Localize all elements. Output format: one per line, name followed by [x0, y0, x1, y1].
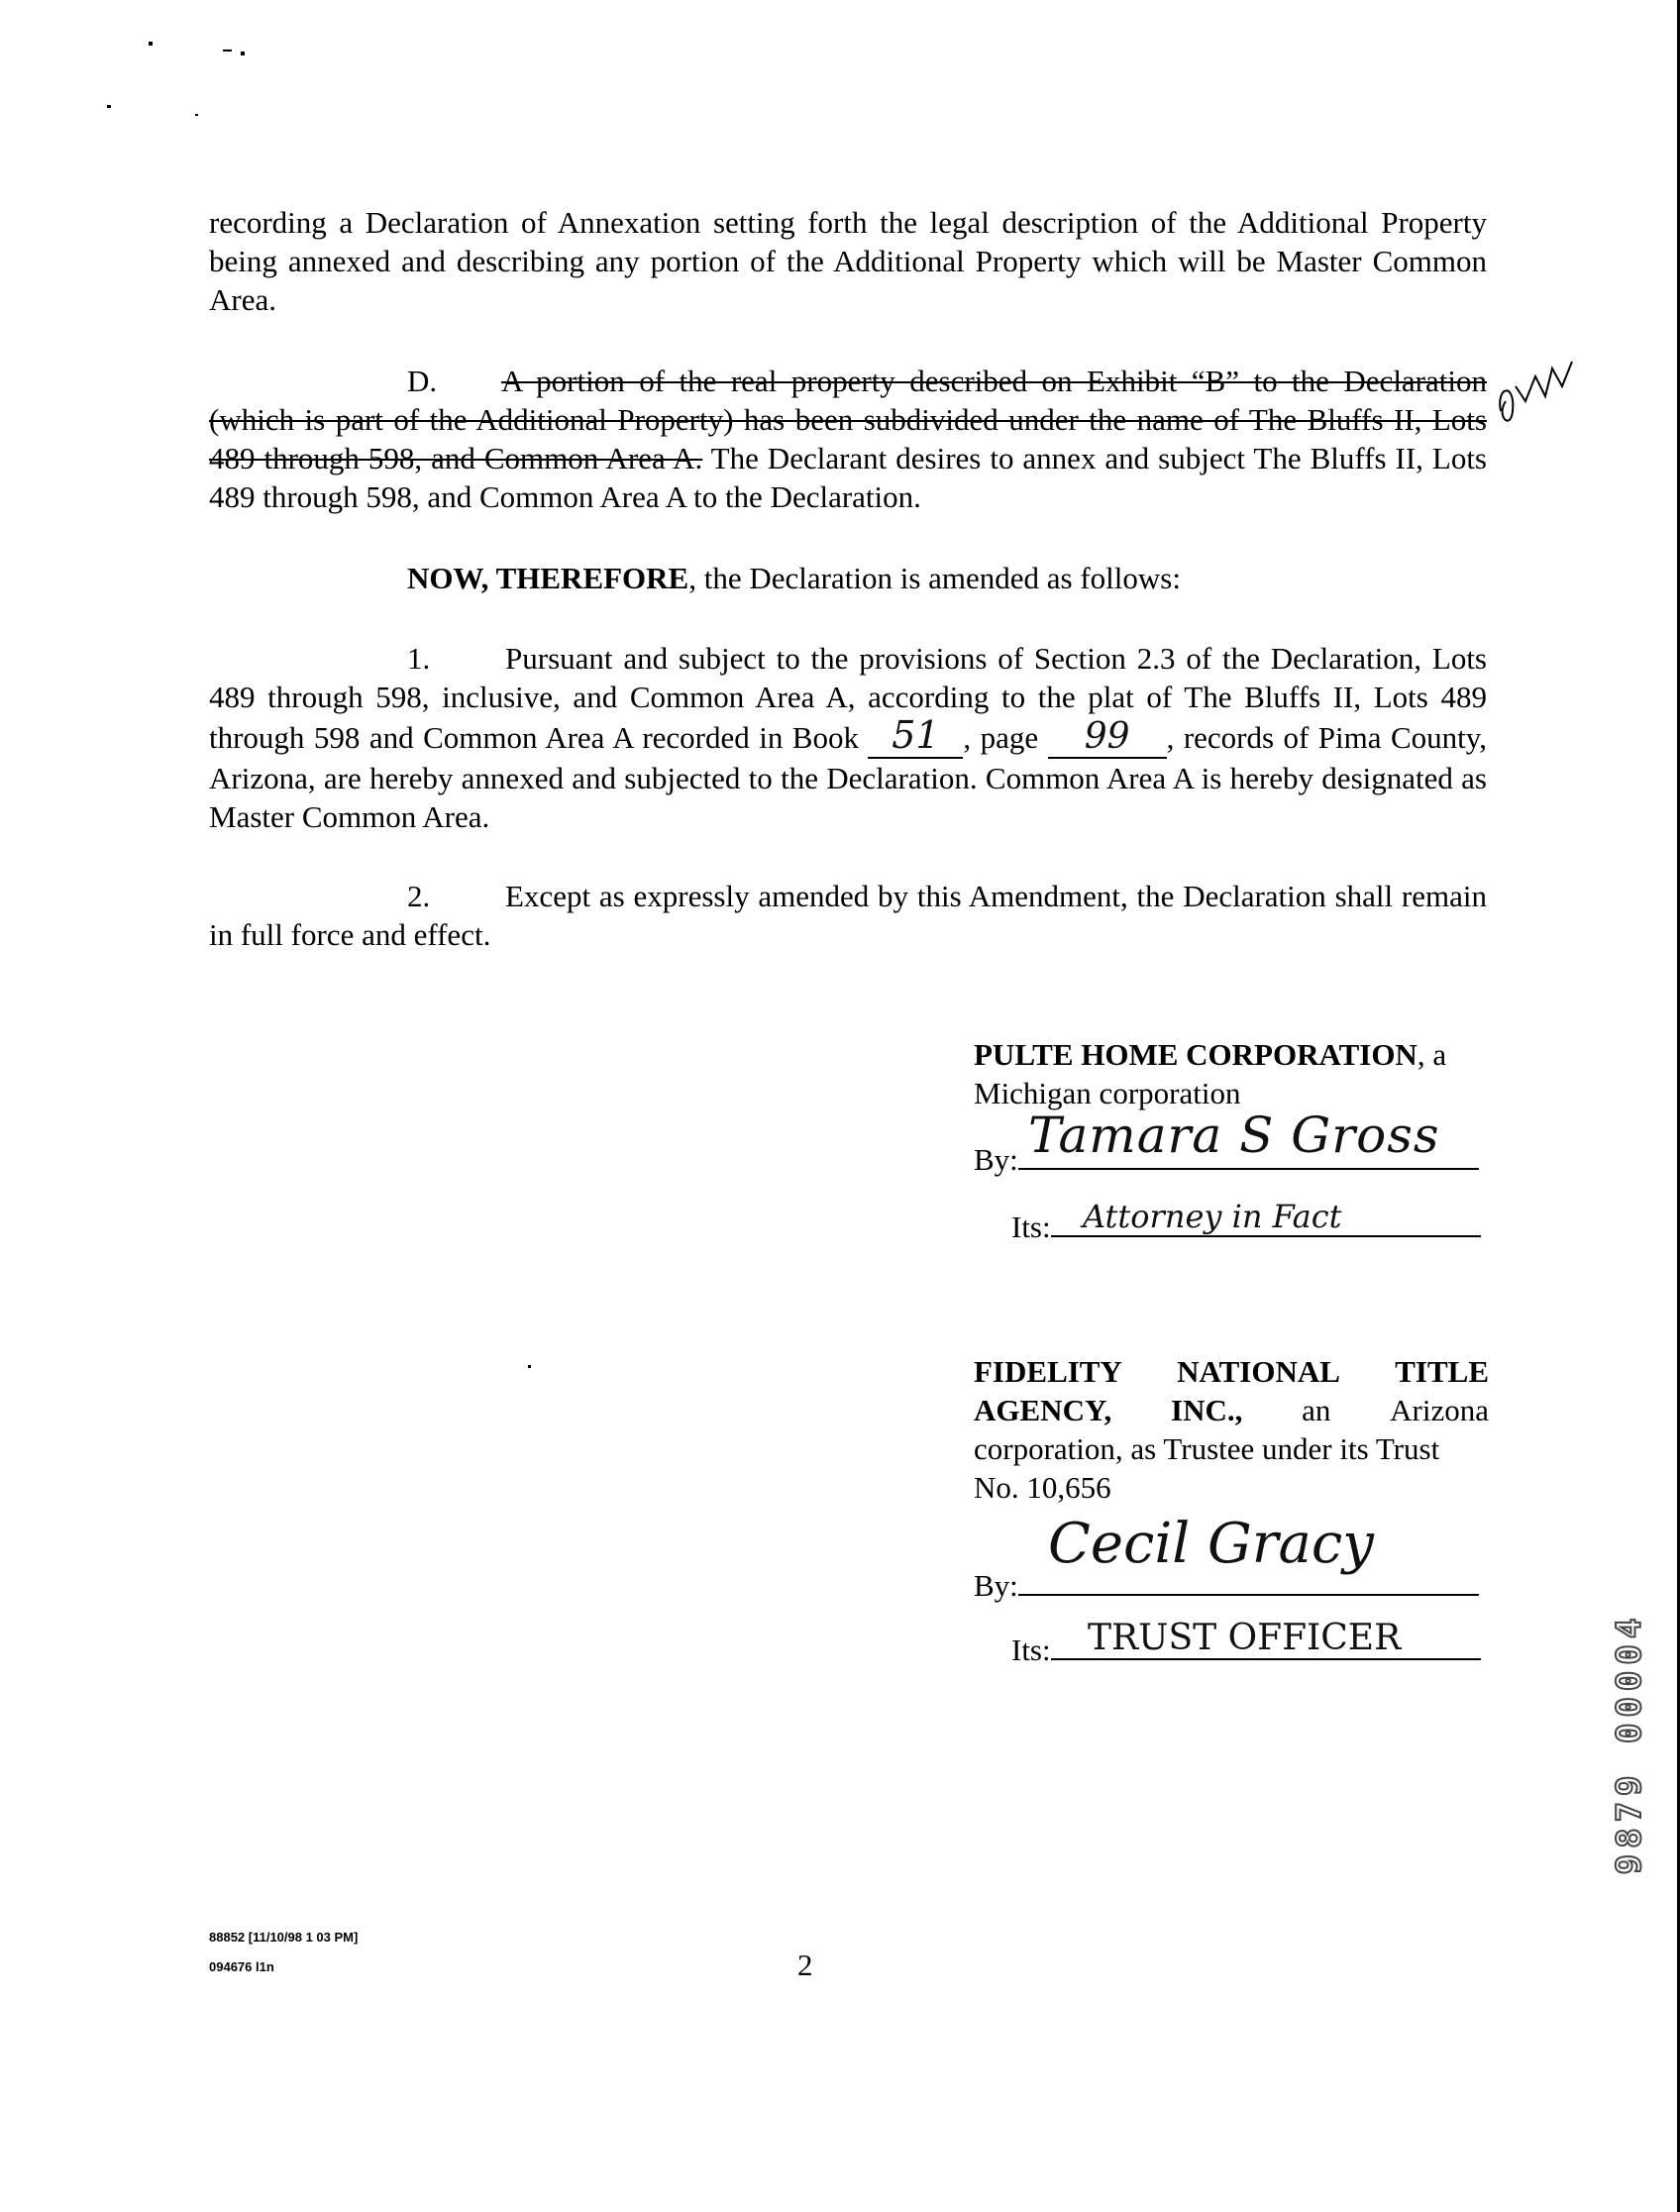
scan-speck	[223, 50, 232, 52]
intro-paragraph	[209, 203, 1487, 319]
intro-text: recording a Declaration of Annexation setting forth the legal description of the Additional Property being annexed and describing any portion of the Additional Property which will be Master Common Area.	[209, 205, 1487, 317]
pulte-company-line	[974, 1035, 1489, 1074]
fidelity-word: an	[1302, 1393, 1331, 1427]
pulte-by-line	[974, 1106, 1489, 1179]
item-1-text-b: , page	[963, 720, 1048, 755]
fidelity-word: NATIONAL	[1177, 1354, 1340, 1389]
scan-speck	[107, 105, 111, 108]
fidelity-word: AGENCY,	[974, 1393, 1112, 1427]
pulte-company-suffix: , a	[1417, 1037, 1447, 1072]
initials-handwritten	[1491, 357, 1580, 436]
pulte-company-name: PULTE HOME CORPORATION	[974, 1037, 1418, 1072]
item-1-number: 1.	[407, 641, 431, 676]
pulte-by-label: By:	[974, 1142, 1018, 1177]
pulte-its-line	[974, 1198, 1489, 1246]
scan-speck	[528, 1365, 531, 1368]
recital-d-struck-text: A portion of the real property described on Exhibit “B” to the Declaration (which is part of the Additional Property) has been subdivided under the name of The Bluffs II, Lots 489 through 598, and Common Area A.	[209, 364, 1487, 475]
page-number-field	[1048, 717, 1167, 759]
footer-refs	[209, 1923, 358, 1982]
book-number-field	[868, 713, 963, 759]
fidelity-word: TITLE	[1395, 1354, 1489, 1389]
fidelity-by-label: By:	[974, 1568, 1018, 1603]
fidelity-its-line	[974, 1618, 1489, 1669]
signature-block-fidelity	[974, 1352, 1489, 1669]
fidelity-by-line	[974, 1512, 1489, 1605]
item-1	[209, 639, 1487, 836]
recital-d-label: D.	[407, 364, 438, 398]
footer-doc-ref: 88852 [11/10/98 1 03 PM]	[209, 1930, 359, 1945]
book-number-handwritten: 51	[892, 713, 940, 757]
fidelity-line-1	[974, 1352, 1489, 1391]
recital-d	[209, 362, 1487, 516]
pulte-its-label: Its:	[1011, 1210, 1051, 1244]
pulte-title-handwritten: Attorney in Fact	[1083, 1198, 1342, 1235]
pulte-corporation-line: Michigan corporation	[974, 1076, 1241, 1110]
fidelity-trust-number: No. 10,656	[974, 1470, 1111, 1505]
item-2-text: Except as expressly amended by this Amendment, the Declaration shall remain in full force and effect.	[209, 879, 1487, 952]
fidelity-signature-handwritten: Cecil Gracy	[1048, 1512, 1374, 1576]
recording-stamp-text: 9879 00004	[1610, 1612, 1649, 1875]
item-1-text-c: , records of Pima County, Arizona, are hereby annexed and subjected to the Declaration. Common Area A is hereby designated as Master Common Area.	[209, 720, 1487, 834]
fidelity-word: FIDELITY	[974, 1354, 1122, 1389]
now-therefore-rest: , the Declaration is amended as follows:	[688, 561, 1181, 595]
fidelity-line-3: corporation, as Trustee under its Trust	[974, 1431, 1440, 1466]
scan-speck	[149, 42, 153, 46]
now-therefore-line	[407, 561, 1181, 596]
fidelity-title-handwritten: TRUST OFFICER	[1088, 1618, 1402, 1658]
pulte-signature-handwritten: Tamara S Gross	[1028, 1106, 1440, 1164]
item-2-number: 2.	[407, 879, 431, 913]
fidelity-its-label: Its:	[1011, 1633, 1051, 1667]
page-number: 2	[797, 1948, 813, 1982]
fidelity-word: INC.,	[1171, 1393, 1243, 1427]
fidelity-line-2	[974, 1391, 1489, 1429]
now-therefore-bold: NOW, THEREFORE	[407, 561, 689, 595]
footer-file-ref: 094676 l1n	[209, 1959, 274, 1974]
recording-stamp	[1610, 1575, 1649, 1912]
scan-speck	[241, 52, 245, 55]
scan-speck	[195, 114, 198, 116]
fidelity-word: Arizona	[1390, 1393, 1489, 1427]
item-2	[209, 877, 1487, 954]
page-number-handwritten: 99	[1084, 716, 1130, 757]
item-1-text-a: Pursuant and subject to the provisions of Section 2.3 of the Declaration, Lots 489 through 598, inclusive, and Common Area A, according to the plat of The Bluffs II, Lots 489 through 598 and Common Area A recorded in Book	[209, 641, 1487, 755]
signature-block-pulte	[974, 1035, 1489, 1246]
recital-d-text: The Declarant desires to annex and subject The Bluffs II, Lots 489 through 598, and Common Area A to the Declaration.	[209, 441, 1487, 514]
